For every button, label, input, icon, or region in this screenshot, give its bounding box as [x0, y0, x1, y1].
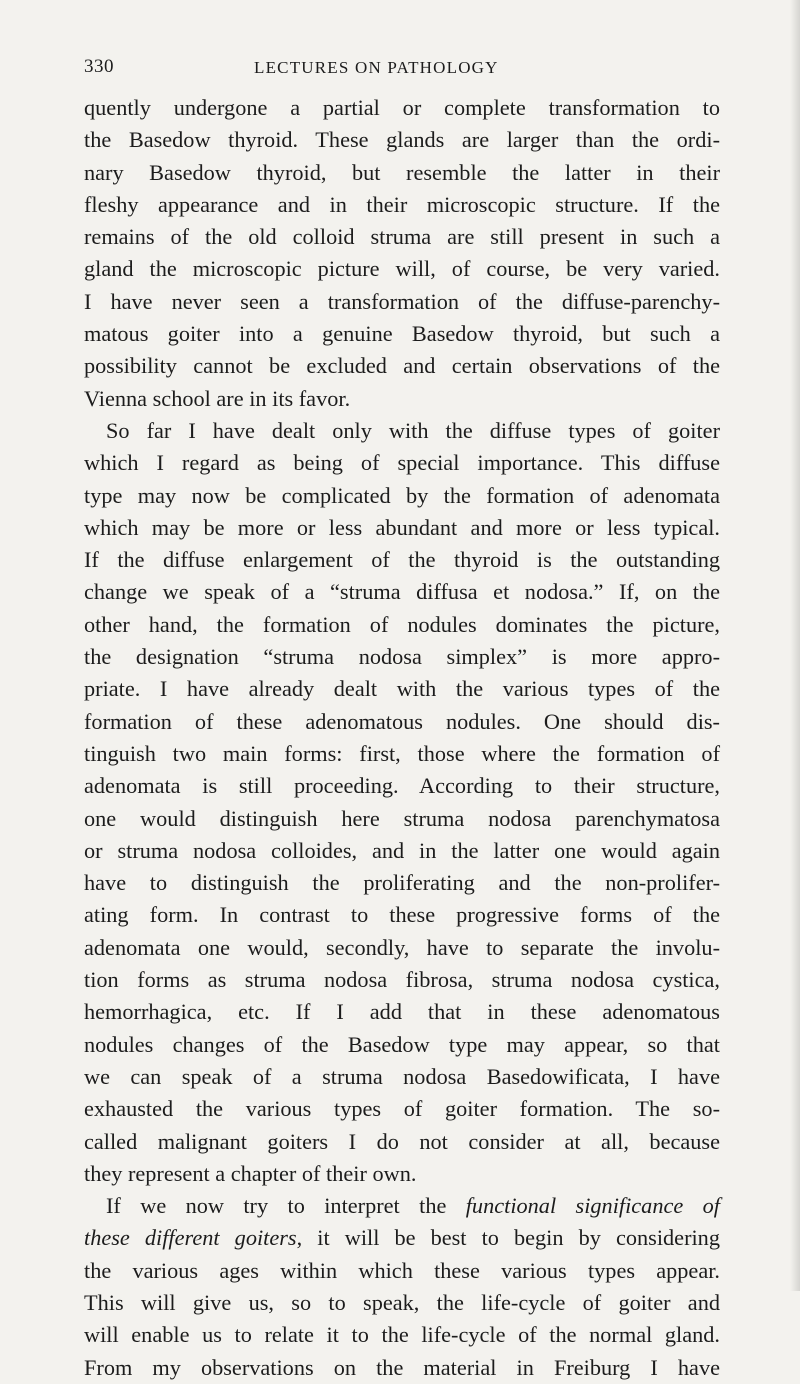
- text-line: Vienna school are in its favor.: [84, 385, 351, 411]
- running-title: LECTURES ON PATHOLOGY: [254, 58, 499, 77]
- text-line: priate. I have already dealt with the various types of the: [84, 676, 720, 702]
- text-line: fleshy appearance and in their microscopic structure. If the: [84, 191, 720, 217]
- text-line: adenomata is still proceeding. According to their structure,: [84, 773, 720, 799]
- text-line: nary Basedow thyroid, but resemble the latter in their: [84, 159, 720, 185]
- emphasis-text: functional significance of: [465, 1193, 720, 1219]
- text-line: type may now be complicated by the formation of adenomata: [84, 482, 720, 508]
- text-line: one would distinguish here struma nodosa parenchymatosa: [84, 805, 720, 831]
- text-line: matous goiter into a genuine Basedow thyroid, but such a: [84, 321, 720, 347]
- text-line: called malignant goiters I do not consider at all, because: [84, 1128, 720, 1154]
- text-line: the designation “struma nodosa simplex” is more appro-: [84, 644, 720, 670]
- text-line: other hand, the formation of nodules dominates the picture,: [84, 611, 720, 637]
- text-line: have to distinguish the proliferating and the non-prolifer-: [84, 870, 720, 896]
- text-line: formation of these adenomatous nodules. One should dis-: [84, 708, 720, 734]
- page-number: 330: [84, 56, 114, 77]
- text-line: hemorrhagica, etc. If I add that in these adenomatous: [84, 999, 720, 1025]
- emphasis-text: these different goiters: [84, 1225, 297, 1251]
- text-line: tinguish two main forms: first, those where the formation of: [84, 740, 720, 766]
- text-line: tion forms as struma nodosa fibrosa, struma nodosa cystica,: [84, 967, 720, 993]
- text-line: change we speak of a “struma diffusa et nodosa.” If, on the: [84, 579, 720, 605]
- text-line: This will give us, so to speak, the life-cycle of goiter and: [84, 1289, 720, 1315]
- text-line: If we now try to interpret the functional significance of: [106, 1193, 720, 1219]
- text-line: or struma nodosa colloides, and in the latter one would again: [84, 837, 720, 863]
- text-line: remains of the old colloid struma are still present in such a: [84, 224, 720, 250]
- text-line: will enable us to relate it to the life-cycle of the normal gland.: [84, 1322, 720, 1348]
- running-header: [84, 56, 720, 84]
- body-text: [84, 92, 720, 1384]
- text-line: From my observations on the material in Freiburg I have: [84, 1354, 720, 1380]
- text-line: they represent a chapter of their own.: [84, 1160, 417, 1186]
- text-line: nodules changes of the Basedow type may appear, so that: [84, 1031, 720, 1057]
- text-line: exhausted the various types of goiter formation. The so-: [84, 1096, 720, 1122]
- text-line: we can speak of a struma nodosa Basedowificata, I have: [84, 1063, 720, 1089]
- text-line: these different goiters, it will be best to begin by considering: [84, 1225, 720, 1251]
- text-line: the Basedow thyroid. These glands are larger than the ordi-: [84, 127, 720, 153]
- page-edge-shadow: [790, 0, 800, 1291]
- text-line: So far I have dealt only with the diffuse types of goiter: [106, 417, 720, 443]
- text-line: the various ages within which these various types appear.: [84, 1257, 720, 1283]
- text-line: possibility cannot be excluded and certain observations of the: [84, 353, 720, 379]
- text-line: which I regard as being of special importance. This diffuse: [84, 450, 720, 476]
- text-line: gland the microscopic picture will, of course, be very varied.: [84, 256, 720, 282]
- text-line: If the diffuse enlargement of the thyroid is the outstanding: [84, 547, 720, 573]
- text-line: ating form. In contrast to these progressive forms of the: [84, 902, 720, 928]
- text-line: which may be more or less abundant and more or less typical.: [84, 514, 720, 540]
- text-line: I have never seen a transformation of the diffuse-parenchy-: [84, 288, 720, 314]
- text-line: quently undergone a partial or complete transformation to: [84, 95, 720, 120]
- text-line: adenomata one would, secondly, have to separate the involu-: [84, 934, 720, 960]
